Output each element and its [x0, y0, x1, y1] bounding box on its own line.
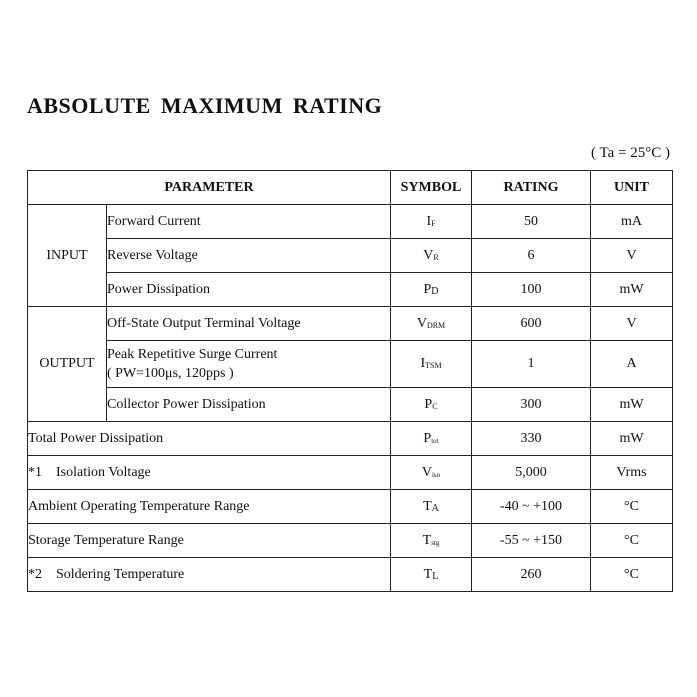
unit-cell: mW [591, 388, 673, 422]
symbol-cell: Ptot [391, 422, 472, 456]
ambient-condition: ( Ta = 25°C ) [591, 145, 670, 161]
table-row [28, 490, 673, 524]
symbol-cell: PD [391, 273, 472, 307]
symbol-cell: IF [391, 205, 472, 239]
unit-cell: Vrms [591, 456, 673, 490]
unit-cell: °C [591, 490, 673, 524]
symbol-cell: PC [391, 388, 472, 422]
rating-cell: 50 [472, 205, 591, 239]
param-cell: Collector Power Dissipation [107, 388, 391, 422]
table-row [28, 388, 673, 422]
param-cell: Power Dissipation [107, 273, 391, 307]
rating-cell: -40 ~ +100 [472, 490, 591, 524]
param-cell [28, 456, 391, 490]
rating-cell: 100 [472, 273, 591, 307]
header-rating: RATING [472, 171, 591, 205]
unit-cell: mW [591, 273, 673, 307]
rating-cell: 600 [472, 307, 591, 341]
rating-cell: 260 [472, 558, 591, 592]
param-cell: Ambient Operating Temperature Range [28, 490, 391, 524]
unit-cell: °C [591, 558, 673, 592]
unit-cell: V [591, 239, 673, 273]
unit-cell: °C [591, 524, 673, 558]
unit-cell: V [591, 307, 673, 341]
symbol-cell: ITSM [391, 341, 472, 388]
symbol-cell: VR [391, 239, 472, 273]
param-line-1: Peak Repetitive Surge Current [107, 347, 278, 362]
header-unit: UNIT [591, 171, 673, 205]
table-row [28, 239, 673, 273]
rating-cell: 5,000 [472, 456, 591, 490]
group-input-label: INPUT [28, 205, 107, 307]
symbol-cell: TL [391, 558, 472, 592]
symbol-cell: TA [391, 490, 472, 524]
param-cell: Reverse Voltage [107, 239, 391, 273]
unit-cell: A [591, 341, 673, 388]
rating-cell: -55 ~ +150 [472, 524, 591, 558]
table-row [28, 456, 673, 490]
rating-cell: 330 [472, 422, 591, 456]
table-row [28, 422, 673, 456]
symbol-cell: Tstg [391, 524, 472, 558]
param-cell: Storage Temperature Range [28, 524, 391, 558]
table-header-row [28, 171, 673, 205]
unit-cell: mA [591, 205, 673, 239]
rating-cell: 1 [472, 341, 591, 388]
param-cell [28, 558, 391, 592]
param-cell: Off-State Output Terminal Voltage [107, 307, 391, 341]
rating-cell: 6 [472, 239, 591, 273]
table-row [28, 205, 673, 239]
rating-cell: 300 [472, 388, 591, 422]
table-row [28, 341, 673, 388]
absolute-maximum-rating-table [27, 170, 673, 592]
table-row [28, 558, 673, 592]
page-title: ABSOLUTE MAXIMUM RATING [27, 93, 383, 118]
table-row [28, 307, 673, 341]
table-row [28, 524, 673, 558]
header-parameter: PARAMETER [28, 171, 391, 205]
unit-cell: mW [591, 422, 673, 456]
param-cell [107, 341, 391, 388]
group-output-label: OUTPUT [28, 307, 107, 422]
footnote-mark: *2 [28, 566, 42, 582]
symbol-cell: Viso [391, 456, 472, 490]
param-text: Soldering Temperature [56, 566, 185, 582]
table-row [28, 273, 673, 307]
footnote-mark: *1 [28, 464, 42, 480]
header-symbol: SYMBOL [391, 171, 472, 205]
param-cell: Total Power Dissipation [28, 422, 391, 456]
param-line-2: ( PW=100μs, 120pps ) [107, 366, 234, 381]
param-text: Isolation Voltage [56, 464, 151, 480]
symbol-cell: VDRM [391, 307, 472, 341]
param-cell: Forward Current [107, 205, 391, 239]
